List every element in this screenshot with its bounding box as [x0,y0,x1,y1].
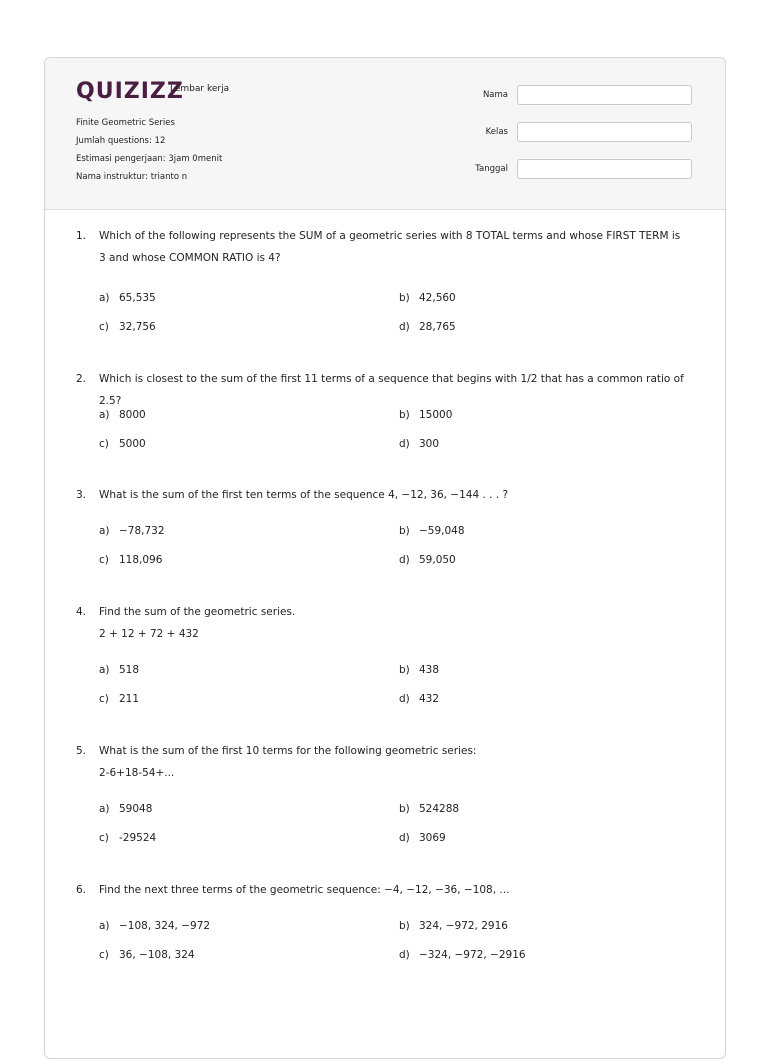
question-expression: 2 + 12 + 72 + 432 [99,628,199,640]
question-text: Which is closest to the sum of the first 11 terms of a sequence that begins with 1/2 that has a common ratio of 2.5? [99,373,684,407]
question-number: 5. [76,745,87,757]
date-field[interactable] [517,159,692,179]
option-a[interactable]: a) 65,535 [99,292,156,304]
option-a[interactable]: a) 518 [99,664,140,676]
option-d[interactable]: d) −324, −972, −2916 [399,949,526,961]
question-number: 6. [76,884,87,896]
name-field[interactable] [517,85,692,105]
option-d[interactable]: d) 3069 [399,832,446,844]
option-d[interactable]: d) 59,050 [399,554,456,566]
question-text: Find the next three terms of the geometric sequence: −4, −12, −36, −108, ... [99,884,510,896]
date-label: Tanggal [475,164,508,174]
option-c[interactable]: c) 211 [99,693,140,705]
question-text: Find the sum of the geometric series. [99,606,296,618]
question-text: Which of the following represents the SUM of a geometric series with 8 TOTAL terms and whose FIRST TERM is 3 and whose COMMON RATIO is 4? [99,230,681,264]
question-number: 3. [76,489,87,501]
option-b[interactable]: b) 524288 [399,803,460,815]
option-a[interactable]: a) 8000 [99,409,146,421]
option-d[interactable]: d) 28,765 [399,321,456,333]
option-a[interactable]: a) −78,732 [99,525,165,537]
option-b[interactable]: b) 324, −972, 2916 [399,920,508,932]
worksheet-title: Finite Geometric Series [76,118,175,128]
option-c[interactable]: c) 118,096 [99,554,163,566]
option-c[interactable]: c) 32,756 [99,321,156,333]
question-number: 2. [76,373,87,385]
option-a[interactable]: a) −108, 324, −972 [99,920,211,932]
option-c[interactable]: c) 36, −108, 324 [99,949,195,961]
questions-count: Jumlah questions: 12 [76,136,166,146]
question-text: What is the sum of the first 10 terms for the following geometric series: [99,745,477,757]
name-label: Nama [482,90,508,100]
option-b[interactable]: b) 15000 [399,409,453,421]
class-field[interactable] [517,122,692,142]
worksheet-type: Lembar kerja [170,84,230,94]
option-d[interactable]: d) 432 [399,693,440,705]
option-c[interactable]: c) -29524 [99,832,157,844]
class-label: Kelas [485,127,508,137]
worksheet-header [45,58,725,210]
option-b[interactable]: b) 438 [399,664,440,676]
worksheet [44,57,726,1059]
option-b[interactable]: b) 42,560 [399,292,456,304]
estimated-duration: Estimasi pengerjaan: 3jam 0menit [76,154,223,164]
option-c[interactable]: c) 5000 [99,438,146,450]
question-expression: 2-6+18-54+... [99,767,175,779]
question-number: 4. [76,606,87,618]
instructor-name: Nama instruktur: trianto n [76,172,188,182]
option-d[interactable]: d) 300 [399,438,440,450]
option-b[interactable]: b) −59,048 [399,525,465,537]
question-number: 1. [76,230,87,242]
option-a[interactable]: a) 59048 [99,803,153,815]
question-text: What is the sum of the first ten terms of the sequence 4, −12, 36, −144 . . . ? [99,489,509,501]
quizizz-logo: QUIZIZZ [76,79,184,104]
